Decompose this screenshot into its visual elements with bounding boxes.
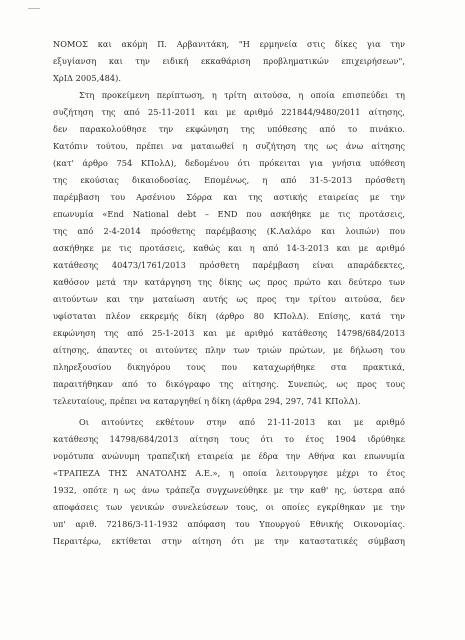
text-line: ασκήθηκε με τις προτάσεις, καθώς και η από 14-3-2013 και με αριθμό bbox=[53, 243, 405, 253]
text-line: κατάθεσης 40473/1761/2013 πρόσθετη παρέμβαση είναι απαράδεκτες, bbox=[53, 260, 405, 270]
text-line: συζήτηση της από 25-11-2011 και με αριθμό 221844/9480/2011 αίτησης, bbox=[53, 107, 405, 117]
paragraph-3 bbox=[53, 414, 405, 550]
text-line: υπ' αριθ. 72186/3-11-1932 απόφαση του Υπουργού Εθνικής Οικονομίας. bbox=[53, 519, 405, 529]
text-line: κατάθεσης 14798/684/2013 αίτηση τους ότι το έτος 1904 ιδρύθηκε bbox=[53, 434, 405, 444]
text-line: επωνυμία «End National debt – END που ασκήθηκε με τις προτάσεις, bbox=[53, 209, 405, 219]
paragraph-1 bbox=[53, 36, 405, 87]
text-line: καθόσον μετά την κατάργηση της δίκης ως προς πρώτο και δεύτερο των bbox=[53, 277, 405, 287]
scan-mark bbox=[28, 8, 40, 9]
text-line: νομότυπα ανώνυμη τραπεζική εταιρεία με έδρα την Αθήνα και επωνυμία bbox=[53, 451, 405, 461]
text-line: τελευταίους, πρέπει να καταργηθεί η δίκη (άρθρα 294, 297, 741 ΚΠολΔ). bbox=[53, 396, 361, 406]
text-line: Κατόπιν τούτου, πρέπει να ματαιωθεί η συζήτηση της ως άνω αίτησης bbox=[53, 141, 405, 151]
text-line: παρέμβαση του Αρσένιου Σόρρα και της αστικής εταιρείας με την bbox=[53, 192, 405, 202]
text-line: αιτούντων και την ματαίωση αυτής ως προς την τρίτου αιτούσα, δεν bbox=[53, 294, 405, 304]
text-line: δεν παρακολούθησε την εκφώνηση της υπόθεσης από το πινάκιο. bbox=[53, 124, 405, 134]
text-line: Στη προκείμενη περίπτωση, η τρίτη αιτούσα, η οποία επισπεύδει τη bbox=[79, 90, 405, 100]
text-line: εξυγίανση και την ειδική εκκαθάριση προβληματικών επιχειρήσεων", bbox=[53, 56, 405, 66]
document-body bbox=[53, 36, 405, 550]
text-line: ΧρΙΔ 2005,484). bbox=[53, 73, 122, 83]
text-line: της εκούσιας δικαιοδοσίας. Επομένως, η από 31-5-2013 πρόσθετη bbox=[53, 175, 405, 185]
text-line: 1932, οπότε η ως άνω τράπεζα συγχωνεύθηκε με την καθ' ης, ύστερα από bbox=[53, 485, 405, 495]
text-line: Οι αιτούντες εκθέτουν στην από 21-11-2013 και με αριθμό bbox=[79, 417, 405, 427]
text-line: αποφάσεις των γενικών συνελεύσεων τους, οι οποίες εγκρίθηκαν με την bbox=[53, 502, 405, 512]
text-line: ΝΟΜΟΣ και ακόμη Π. Αρβανιτάκη, "Η ερμηνεία στις δίκες για την bbox=[53, 39, 405, 49]
text-line: εκφώνηση της από 25-1-2013 και με αριθμό κατάθεσης 14798/684/2013 bbox=[53, 328, 405, 338]
text-line: παραιτήθηκαν από το δικόγραφο της αίτησης. Συνεπώς, ως προς τους bbox=[53, 379, 405, 389]
text-line: πληρεξουσίου δικηγόρου τους που καταχωρήθηκε στα πρακτικά, bbox=[53, 362, 405, 372]
text-line: αίτησης, άπαντες οι αιτούντες πλην των τριών πρώτων, με δήλωση του bbox=[53, 345, 405, 355]
paragraph-2 bbox=[53, 87, 405, 410]
text-line: (κατ' άρθρο 754 ΚΠολΔ), δεδομένου ότι πρόκειται για γνήσια υπόθεση bbox=[53, 158, 405, 168]
text-line: της από 2-4-2014 πρόσθετης παρέμβασης (Κ.Λαλάρο και λοιπών) που bbox=[53, 226, 405, 236]
text-line: υφίσταται πλέον εκκρεμής δίκη (άρθρο 80 ΚΠολΔ). Επίσης, κατά την bbox=[53, 311, 405, 321]
text-line: Περαιτέρω, εκτίθεται στην αίτηση ότι με την καταστατικές σύμβαση bbox=[53, 536, 405, 546]
text-line: «ΤΡΑΠΕΖΑ ΤΗΣ ΑΝΑΤΟΛΗΣ Α.Ε.», η οποία λειτουργησε μέχρι το έτος bbox=[53, 468, 405, 478]
